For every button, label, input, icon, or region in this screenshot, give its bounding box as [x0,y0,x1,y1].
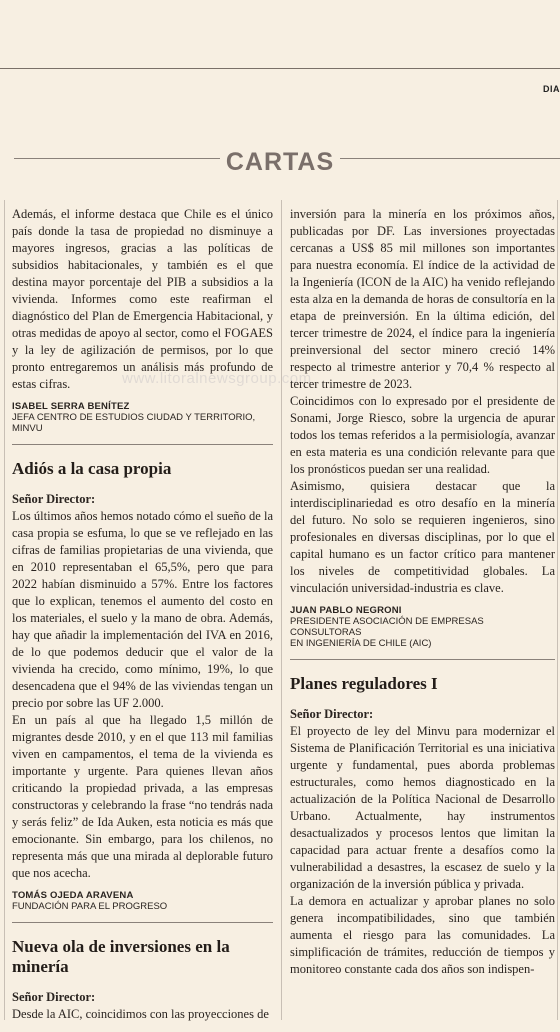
right-column [290,206,555,978]
letter-title: Planes reguladores I [290,674,438,693]
letter-separator [12,444,273,445]
signature-block [290,605,555,649]
letter-salutation: Señor Director: [12,990,96,1004]
letter-separator [290,659,555,660]
watermark: www.litoralnewsgroup.com [122,370,312,387]
top-rule [0,68,560,69]
section-title: CARTAS [225,148,335,176]
letter-paragraph: El proyecto de ley del Minvu para modernizar el Sistema de Planificación Territorial es una iniciativa urgente y fundamental, pues aborda problemas estructurales, como hemos diagnosticado en la actualización de la Política Nacional de Desarrollo Urbano. Actualmente, hay instrumentos desactualizados y procesos lentos que limitan la capacidad para actuar frente a desafíos como la vulnerabilidad a desastres, la escasez de suelo y la organización de la inversión pública y privada. [290,724,555,891]
signature-name: ISABEL SERRA BENÍTEZ [12,401,130,412]
letter-salutation: Señor Director: [12,492,96,506]
column-divider [281,200,282,1020]
left-edge-rule [4,200,5,1020]
letter-separator [12,922,273,923]
letter-paragraph: inversión para la minería en los próximos años, publicadas por DF. Las inversiones proyectadas cercanas a US$ 85 mil millones son importantes para nuestra economía. El índice de la actividad de la Ingeniería (ICON de la AIC) ha venido reflejando esta alza en la demanda de horas de consultoría en la etapa de preinversión. En la última edición, del tercer trimestre de 2024, el índice para la ingeniería preinversional del sector minero creció 14% respecto al trimestre anterior y 70,4 % respecto al tercer trimestre de 2023. [290,207,555,391]
signature-role: JEFA CENTRO DE ESTUDIOS CIUDAD Y TERRITORIO, MINVU [12,412,256,434]
signature-name: JUAN PABLO NEGRONI [290,605,402,616]
letter-paragraph: Asimismo, quisiera destacar que la interdisciplinariedad es otro desafío en la minería del futuro. No solo se requieren ingenieros, sino profesionales en diversas disciplinas, por lo que el capital humano es un factor crítico para mantener los niveles de competitividad globales. La vinculación universidad-industria es clave. [290,479,555,595]
letter-paragraph: En un país al que ha llegado 1,5 millón de migrantes desde 2010, y en el que 113 mil familias viven en campamentos, el tema de la vivienda es importante y urgente. Para quienes llevan años criticando la propiedad privada, a las empresas constructoras y celebrando la frase “no tendrás nada y serás feliz” de Ida Auken, esta noticia es más que emocionante. Sin embargo, para los chilenos, no representa más que una mirada al deplorable futuro que nos acecha. [12,713,273,880]
letter-paragraph: Los últimos años hemos notado cómo el sueño de la casa propia se esfuma, lo que se ve reflejado en las cifras de familias propietarias de una vivienda, que en 2010 representaban el 65,5%, pero que para 2022 habían disminuido a 57%. Entre los factores que lo explican, tenemos el aumento del costo en los materiales, el suelo y la mano de obra. Además, hay que añadir la implementación del IVA en 2016, de lo que podemos deducir que el valor de la vivienda ha crecido, como mínimo, 19%, lo que desencadena que el 94% de las viviendas tengan un precio por sobre las UF 2.000. [12,509,273,710]
letter-salutation: Señor Director: [290,707,374,721]
letter-title: Nueva ola de inversiones en la minería [12,937,230,976]
signature-role: PRESIDENTE ASOCIACIÓN DE EMPRESAS CONSULTORAS [290,616,484,638]
letter-paragraph: La demora en actualizar y aprobar planes no solo genera incompatibilidades, sino que también aumenta el riesgo para las comunidades. La simplificación de trámites, reducción de tiempos y monitoreo constante cada dos años son indispen- [290,894,555,976]
letter-title: Adiós a la casa propia [12,459,172,478]
signature-block [12,890,273,912]
letter-paragraph: Desde la AIC, coincidimos con las proyecciones de [12,1007,269,1021]
signature-name: TOMÁS OJEDA ARAVENA [12,890,134,901]
letter-continuation-text: Además, el informe destaca que Chile es el único país donde la tasa de propiedad no disminuye a mayores ingresos, gracias a las políticas de subsidios habitacionales, y también es el que destina mayor porcentaje del PIB a subsidios a la vivienda. Informes como este reafirman el diagnóstico del Plan de Emergencia Habitacional, y otras medidas de apoyo al sector, como el FOGAES y la ley de agilización de permisos, por lo que pronto entregaremos un análisis más profundo de estas cifras. [12,207,273,391]
section-rule-right [340,158,560,159]
cut-off-header-label: DIA [543,84,560,94]
signature-block [12,401,273,434]
right-edge-rule [557,200,558,1020]
signature-role: FUNDACIÓN PARA EL PROGRESO [12,901,168,912]
signature-role: EN INGENIERÍA DE CHILE (AIC) [290,638,432,649]
letter-paragraph: Coincidimos con lo expresado por el presidente de Sonami, Jorge Riesco, sobre la urgencia de apurar todos los temas referidos a la permisiología, avanzar en esta materia es una condición relevante para que los pronósticos puedan ser una realidad. [290,394,555,476]
left-column [12,206,273,1023]
